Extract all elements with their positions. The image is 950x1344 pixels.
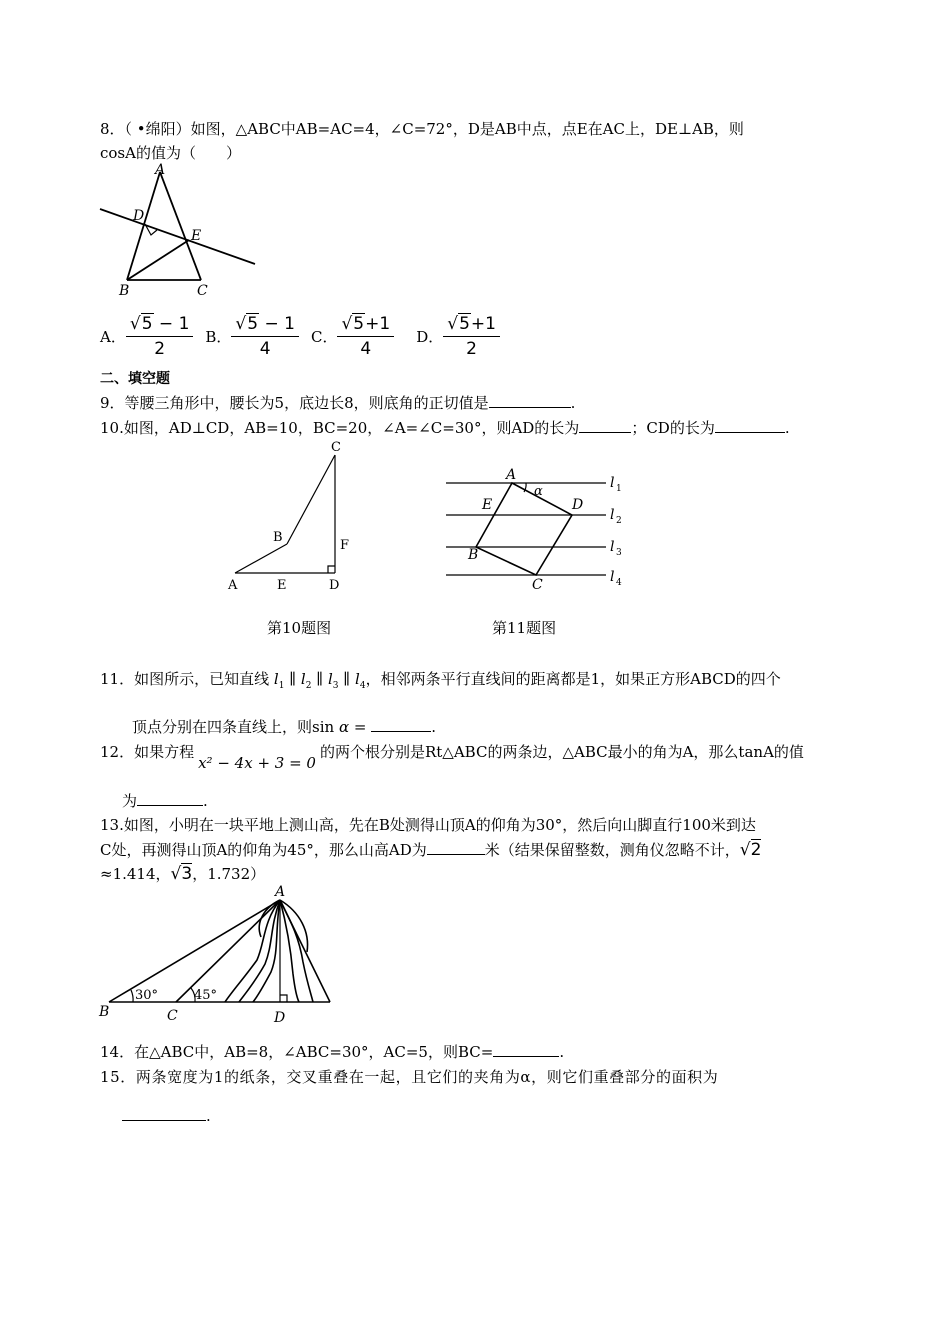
q8-label-a: A [155, 162, 166, 178]
q9-text: 9．等腰三角形中，腰长为5，底边长8，则底角的正切值是 . [100, 394, 576, 412]
q11-answer-blank[interactable] [371, 717, 431, 732]
q11-label-l1: l [610, 475, 615, 491]
q8-line2: cosA的值为（ ） [100, 144, 241, 162]
q10-label-a: A [228, 578, 238, 593]
q11-label-l2-sub: 2 [616, 516, 622, 526]
q13-label-b: B [99, 1004, 110, 1020]
q8-option-d[interactable]: $\frac{√5+1}{2}$ [443, 314, 500, 359]
q8-option-b-label: B． [205, 328, 232, 346]
q13-label-45: 45° [194, 988, 218, 1003]
q10-label-f: F [340, 538, 350, 553]
q13-label-a: A [275, 884, 286, 900]
q10-label-e: E [277, 578, 287, 593]
q11-label-l4: l [610, 569, 615, 585]
q15-answer-blank[interactable] [122, 1106, 206, 1121]
section-title: 二、填空题 [100, 371, 170, 387]
q11-line2: 顶点分别在四条直线上，则sin α = . [132, 718, 436, 736]
q13-line2: C处，再测得山顶A的仰角为45°，那么山高AD为 米（结果保留整数，测角仪忽略不计，√2 [100, 840, 762, 860]
q8-label-c: C [197, 283, 208, 299]
q14-text: 14．在△ABC中，AB=8，∠ABC=30°，AC=5，则BC= . [100, 1043, 565, 1061]
q15-line2: . [122, 1106, 211, 1126]
q11-label-l4-sub: 4 [616, 578, 622, 588]
q11-label-l2: l [610, 507, 615, 523]
q13-label-d: D [274, 1010, 286, 1026]
q8-option-c-label: C． [310, 328, 338, 346]
q13-answer-blank[interactable] [427, 840, 485, 855]
q11-label-d: D [572, 497, 584, 513]
q8-options [100, 314, 500, 359]
q11-label-l3-sub: 3 [616, 548, 622, 558]
q8-figure [95, 160, 265, 300]
q13-figure [95, 882, 345, 1027]
q10-ad-blank[interactable] [579, 418, 631, 433]
q14-answer-blank[interactable] [493, 1042, 559, 1057]
q11-label-l3: l [610, 539, 615, 555]
q13-label-30: 30° [135, 988, 159, 1003]
q11-label-l1-sub: 1 [616, 484, 622, 494]
q11-label-a: A [506, 467, 517, 483]
q15-line1: 15．两条宽度为1的纸条，交叉重叠在一起，且它们的夹角为α，则它们重叠部分的面积为 [100, 1068, 719, 1086]
q8-option-a-label: A． [100, 328, 126, 346]
q10-label-b: B [273, 530, 283, 545]
q10-caption: 第10题图 [267, 619, 332, 637]
q8-line1: 8．（ •绵阳）如图，△ABC中AB=AC=4，∠C=72°，D是AB中点，点E在AC上，DE⊥AB，则 [100, 120, 744, 138]
q11-label-c: C [532, 577, 543, 593]
q10-label-d: D [329, 578, 340, 593]
q11-caption: 第11题图 [492, 619, 557, 637]
q12-line1: 12．如果方程x² − 4x + 3 = 0的两个根分别是Rt△ABC的两条边，△ABC最小的角为A，那么tanA的值 [100, 743, 804, 772]
q10-figure [225, 437, 365, 597]
q8-option-c[interactable]: $\frac{√5+1}{4}$ [337, 314, 394, 359]
q11-figure [440, 463, 630, 593]
q12-answer-blank[interactable] [137, 791, 203, 806]
q8-label-e: E [191, 228, 202, 244]
q8-option-d-label: D． [416, 328, 444, 346]
q11-line1: 11．如图所示，已知直线 $l_1$ ∥ $l_2$ ∥ $l_3$ ∥ $l_4$，相邻两条平行直线间的距离都是1，如果正方形ABCD的四个 [100, 670, 781, 691]
q10-cd-blank[interactable] [715, 418, 785, 433]
q13-line3: ≈1.414，√3，1.732） [100, 864, 266, 884]
q8-option-b[interactable]: $\frac{√5 - 1}{4}$ [231, 314, 299, 359]
q12-line2: 为 . [122, 792, 208, 810]
q13-line1: 13.如图，小明在一块平地上测山高，先在B处测得山顶A的仰角为30°，然后向山脚直行100米到达 [100, 816, 756, 834]
q11-label-alpha: α [534, 484, 543, 499]
q8-label-d: D [133, 208, 145, 224]
q11-label-e: E [482, 497, 493, 513]
q11-label-b: B [468, 547, 479, 563]
q8-option-a[interactable]: $\frac{√5 - 1}{2}$ [126, 314, 194, 359]
q13-label-c: C [167, 1008, 178, 1024]
q10-text: 10.如图，AD⊥CD，AB=10，BC=20，∠A=∠C=30°，则AD的长为 ；CD的长为 . [100, 419, 790, 437]
q12-equation: x² − 4x + 3 = 0 [198, 754, 316, 772]
q9-answer-blank[interactable] [489, 393, 571, 408]
q8-label-b: B [119, 283, 130, 299]
q10-label-c: C [331, 440, 341, 455]
